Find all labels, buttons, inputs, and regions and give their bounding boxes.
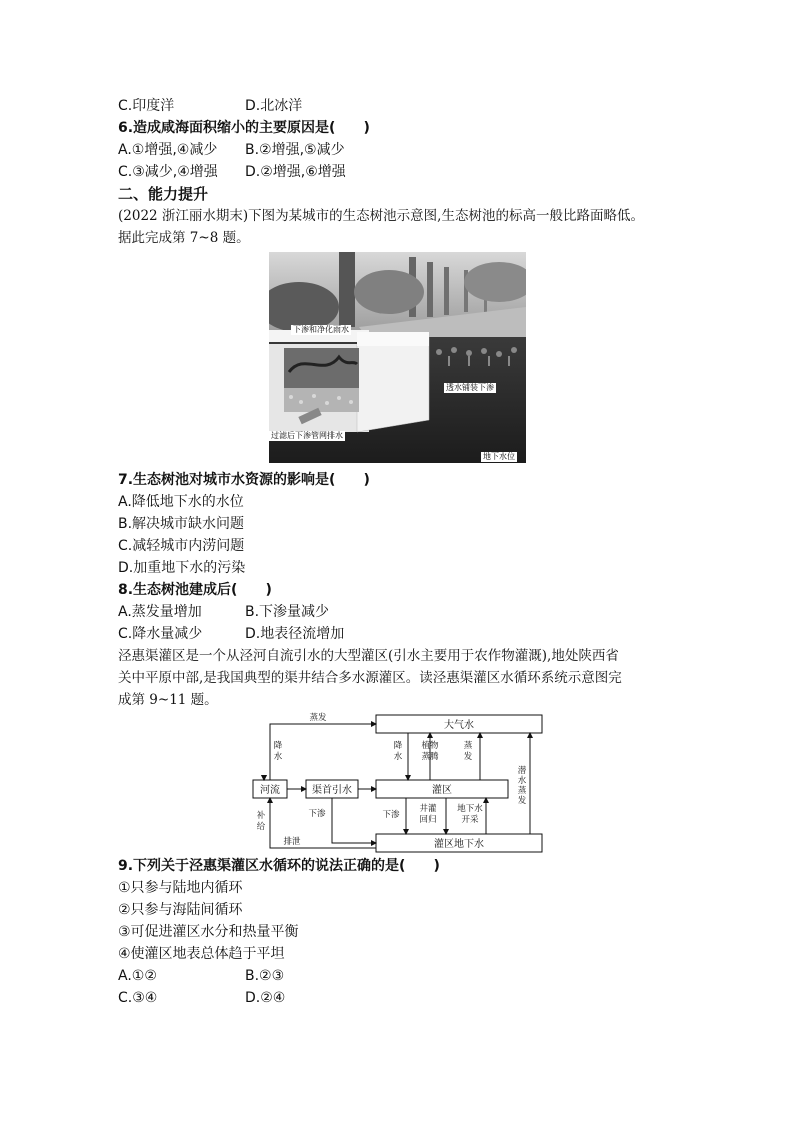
label-precip-mid-2: 水 <box>393 752 403 762</box>
label-phreatic-4: 发 <box>517 796 527 806</box>
intro-9-11-line1: 泾惠渠灌区是一个从泾河自流引水的大型灌区(引水主要用于农作物灌溉),地处陕西省 <box>118 648 619 664</box>
label-canal: 渠首引水 <box>312 785 352 796</box>
q8-option-a: A.蒸发量增加 <box>118 604 202 620</box>
intro-9-11-line3: 成第 9~11 题。 <box>118 692 218 708</box>
q9-statement-2: ②只参与海陆间循环 <box>118 902 243 918</box>
q9-option-c: C.③④ <box>118 990 158 1006</box>
intro-9-11-line2: 关中平原中部,是我国典型的渠井结合多水源灌区。读泾惠渠灌区水循环系统示意图完 <box>118 670 622 686</box>
label-phreatic-3: 蒸 <box>517 786 527 796</box>
q7-option-b: B.解决城市缺水问题 <box>118 516 245 532</box>
q7-stem: 7.生态树池对城市水资源的影响是( ) <box>118 472 370 488</box>
q9-option-d: D.②④ <box>245 990 286 1006</box>
label-filter-pipe: 过滤后下渗管网排水 <box>271 431 343 440</box>
q9-statement-4: ④使灌区地表总体趋于平坦 <box>118 946 285 962</box>
q8-option-d: D.地表径流增加 <box>245 626 345 642</box>
label-atmosphere: 大气水 <box>444 720 474 731</box>
label-phreatic-1: 潜 <box>517 766 527 776</box>
label-gw-extract-1: 地下水 <box>457 804 483 814</box>
water-cycle-diagram <box>250 710 550 855</box>
label-gw-extract-2: 开采 <box>461 815 479 825</box>
q7-option-a: A.降低地下水的水位 <box>118 494 244 510</box>
label-evap-1: 蒸 <box>463 741 473 751</box>
q6-option-c: C.③减少,④增强 <box>118 164 218 180</box>
label-recharge-2: 给 <box>256 822 266 832</box>
q9-option-a: A.①② <box>118 968 157 984</box>
q7-option-c: C.减轻城市内涝问题 <box>118 538 245 554</box>
label-permeable-paving: 透水铺装下渗 <box>446 383 494 392</box>
intro-7-8-line2: 据此完成第 7~8 题。 <box>118 230 250 246</box>
q6-option-a: A.①增强,④减少 <box>118 142 218 158</box>
label-discharge: 排泄 <box>283 837 301 847</box>
q8-option-c: C.降水量减少 <box>118 626 203 642</box>
label-groundwater: 灌区地下水 <box>434 839 484 850</box>
q8-stem: 8.生态树池建成后( ) <box>118 582 272 598</box>
q7-option-d: D.加重地下水的污染 <box>118 560 246 576</box>
q6-option-d: D.②增强,⑥增强 <box>245 164 346 180</box>
label-precip-left-2: 水 <box>273 752 283 762</box>
q9-statement-1: ①只参与陆地内循环 <box>118 880 243 896</box>
label-infil-left: 下渗 <box>308 809 326 819</box>
intro-7-8-line1: (2022 浙江丽水期末)下图为某城市的生态树池示意图,生态树池的标高一般比路面略低。 <box>118 208 644 224</box>
q9-statement-3: ③可促进灌区水分和热量平衡 <box>118 924 299 940</box>
label-infiltrate-purify: 下渗和净化雨水 <box>293 325 349 334</box>
label-evaporation-top: 蒸发 <box>309 713 327 723</box>
label-evap-2: 发 <box>463 752 473 762</box>
label-well-return-1: 井灌 <box>419 804 437 814</box>
label-river: 河流 <box>260 785 280 796</box>
label-precip-mid-1: 降 <box>393 741 403 751</box>
label-irrigation: 灌区 <box>432 785 452 796</box>
q5-option-c: C.印度洋 <box>118 98 175 114</box>
label-groundwater-level: 地下水位 <box>483 452 515 461</box>
label-transp-2: 蒸腾 <box>421 752 439 762</box>
tree-pit-photo <box>269 252 526 463</box>
section-title: 二、能力提升 <box>118 185 209 203</box>
label-well-return-2: 回归 <box>419 815 437 825</box>
label-infil-mid: 下渗 <box>382 810 400 820</box>
q9-stem: 9.下列关于泾惠渠灌区水循环的说法正确的是( ) <box>118 858 440 874</box>
q5-option-d: D.北冰洋 <box>245 98 303 114</box>
q6-stem: 6.造成咸海面积缩小的主要原因是( ) <box>118 120 370 136</box>
q9-option-b: B.②③ <box>245 968 285 984</box>
q8-option-b: B.下渗量减少 <box>245 604 330 620</box>
label-phreatic-2: 水 <box>517 776 527 786</box>
label-transp-1: 植物 <box>421 741 439 751</box>
q6-option-b: B.②增强,⑤减少 <box>245 142 345 158</box>
label-precip-left-1: 降 <box>273 741 283 751</box>
label-recharge-1: 补 <box>256 811 266 821</box>
